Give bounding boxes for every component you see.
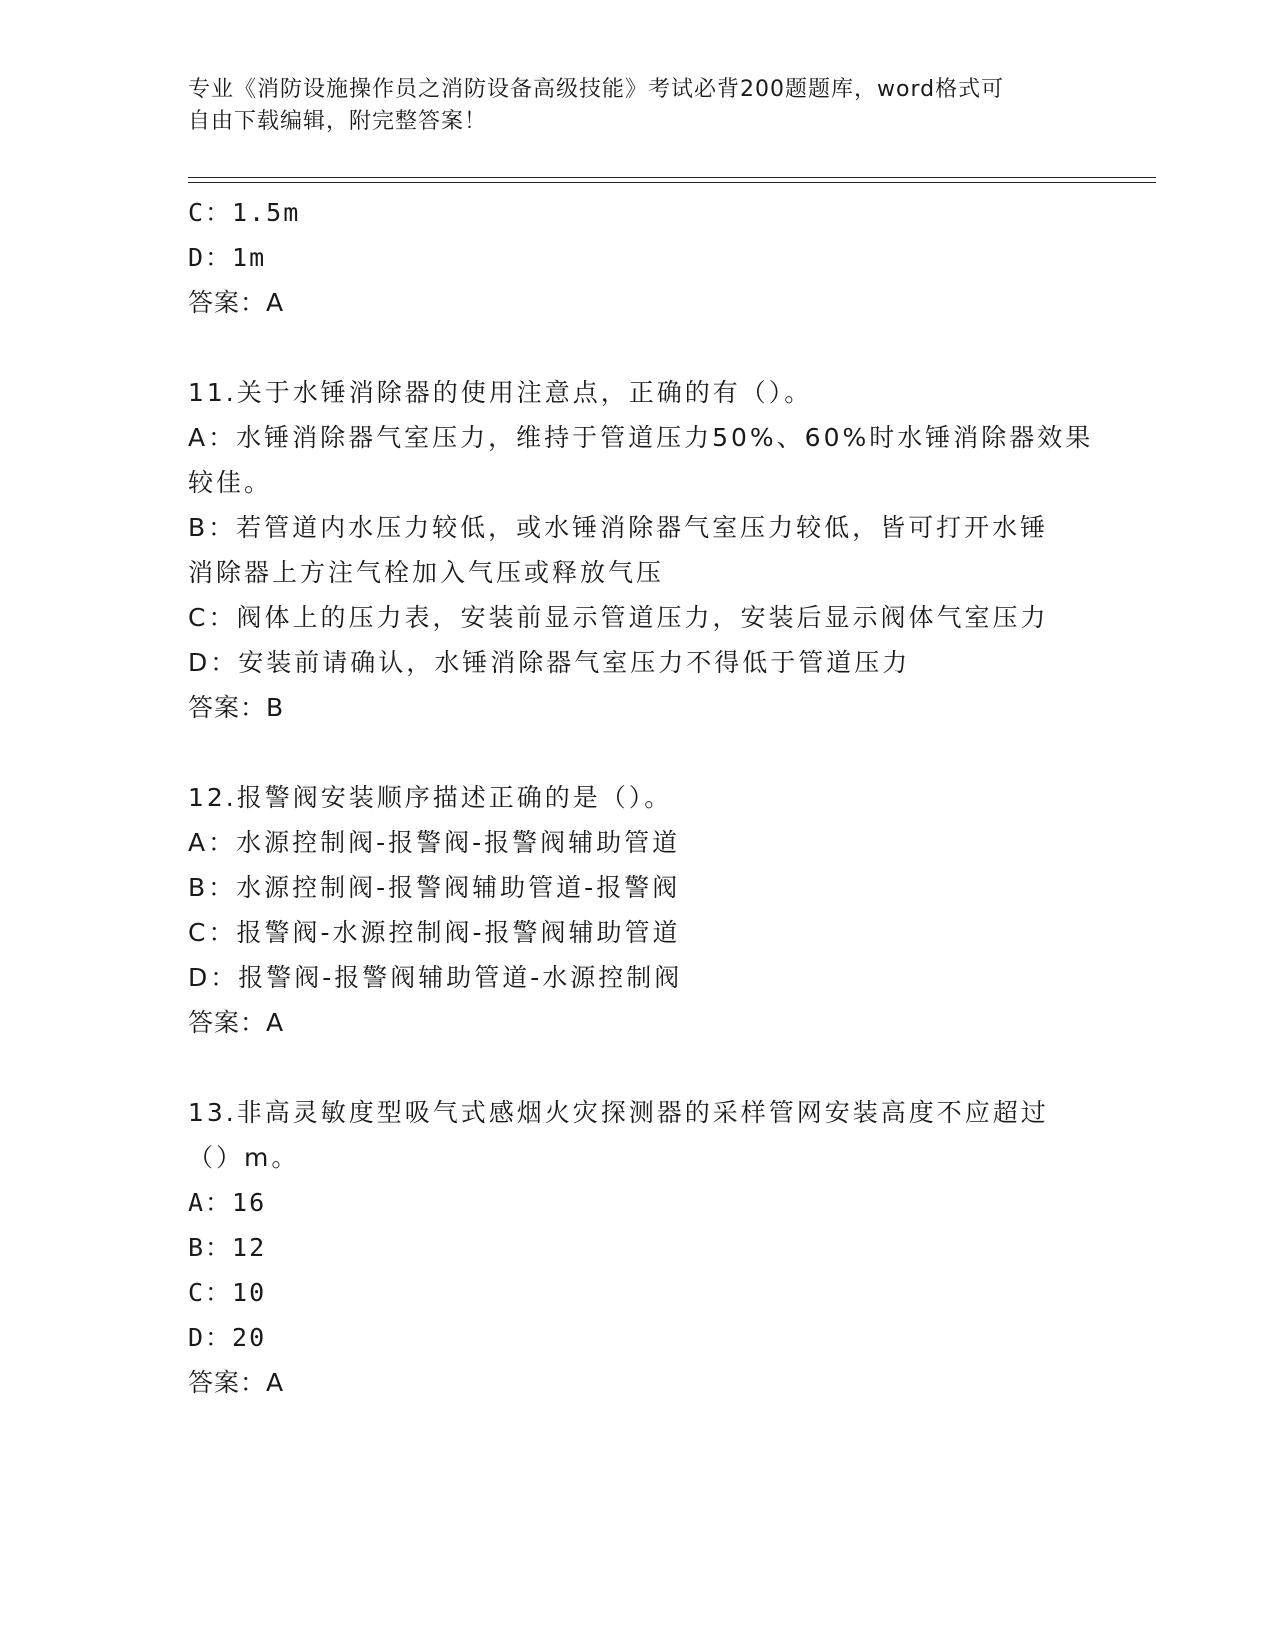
header-title-line-1: 专业《消防设施操作员之消防设备高级技能》考试必背200题题库，word格式可 bbox=[188, 77, 1005, 102]
option-c: C：10 bbox=[188, 1278, 267, 1307]
header-divider-top bbox=[188, 177, 1156, 178]
document-header bbox=[188, 74, 1088, 138]
option-c: C：阀体上的压力表，安装前显示管道压力，安装后显示阀体气室压力 bbox=[188, 603, 1049, 632]
option-a: A：水源控制阀-报警阀-报警阀辅助管道 bbox=[188, 828, 681, 857]
question-11 bbox=[188, 370, 1148, 730]
spacer bbox=[188, 1045, 1148, 1090]
question-10-tail bbox=[188, 190, 1148, 325]
option-d: D：20 bbox=[188, 1323, 267, 1352]
option-c: C：1.5m bbox=[188, 198, 301, 227]
answer: 答案：B bbox=[188, 693, 285, 722]
question-stem-continued: （）m。 bbox=[188, 1143, 300, 1172]
question-stem: 13.非高灵敏度型吸气式感烟火灾探测器的采样管网安装高度不应超过 bbox=[188, 1098, 1049, 1127]
question-13 bbox=[188, 1090, 1148, 1405]
option-d: D：报警阀-报警阀辅助管道-水源控制阀 bbox=[188, 963, 683, 992]
option-c: C：报警阀-水源控制阀-报警阀辅助管道 bbox=[188, 918, 681, 947]
spacer bbox=[188, 325, 1148, 370]
option-b: B：水源控制阀-报警阀辅助管道-报警阀 bbox=[188, 873, 681, 902]
option-b-continued: 消除器上方注气栓加入气压或释放气压 bbox=[188, 558, 665, 587]
option-d: D：安装前请确认，水锤消除器气室压力不得低于管道压力 bbox=[188, 648, 911, 677]
answer: 答案：A bbox=[188, 1008, 285, 1037]
header-divider-bottom bbox=[188, 182, 1156, 183]
option-b: B：12 bbox=[188, 1233, 267, 1262]
header-title-line-2: 自由下载编辑，附完整答案！ bbox=[188, 109, 488, 134]
answer: 答案：A bbox=[188, 1368, 285, 1397]
answer: 答案：A bbox=[188, 288, 285, 317]
option-a: A：水锤消除器气室压力，维持于管道压力50%、60%时水锤消除器效果 bbox=[188, 423, 1094, 452]
option-a: A：16 bbox=[188, 1188, 267, 1217]
option-d: D：1m bbox=[188, 243, 267, 272]
option-a-continued: 较佳。 bbox=[188, 468, 273, 497]
question-stem: 12.报警阀安装顺序描述正确的是（）。 bbox=[188, 783, 673, 812]
spacer bbox=[188, 730, 1148, 775]
question-stem: 11.关于水锤消除器的使用注意点，正确的有（）。 bbox=[188, 378, 813, 407]
question-list bbox=[188, 190, 1148, 1405]
question-12 bbox=[188, 775, 1148, 1045]
option-b: B：若管道内水压力较低，或水锤消除器气室压力较低，皆可打开水锤 bbox=[188, 513, 1049, 542]
